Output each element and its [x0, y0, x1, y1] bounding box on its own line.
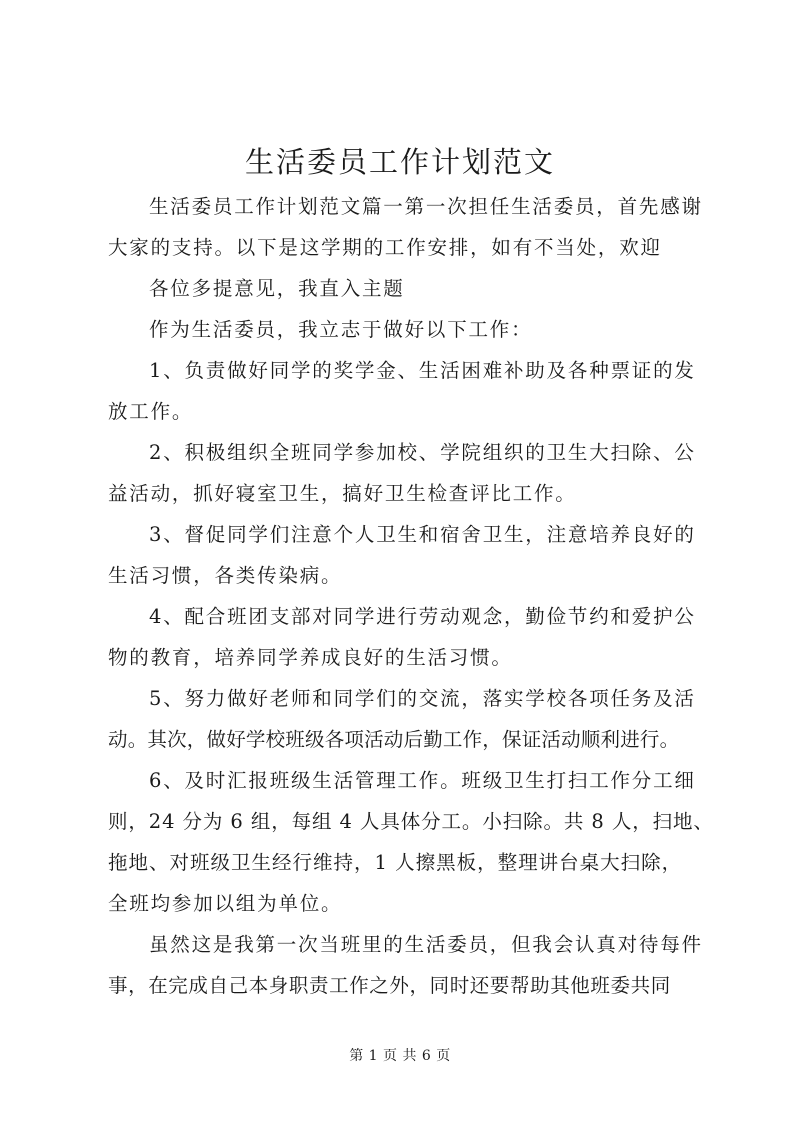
page-footer: 第 1 页 共 6 页: [349, 1048, 451, 1064]
paragraph-line: 物的教育，培养同学养成良好的生活习惯。: [108, 646, 513, 669]
paragraph-line: 2、积极组织全班同学参加校、学院组织的卫生大扫除、公: [149, 441, 696, 464]
paragraph-line: 大家的支持。以下是这学期的工作安排，如有不当处，欢迎: [108, 236, 662, 259]
paragraph-line: 1、负责做好同学的奖学金、生活困难补助及各种票证的发: [149, 359, 696, 382]
paragraph-line: 生活委员工作计划范文篇一第一次担任生活委员，首先感谢: [149, 195, 703, 218]
paragraph-line: 全班均参加以组为单位。: [108, 892, 343, 915]
document-body: [108, 186, 714, 1006]
paragraph-line: 放工作。: [108, 400, 194, 423]
paragraph-line: 3、督促同学们注意个人卫生和宿舍卫生，注意培养良好的: [149, 523, 696, 546]
paragraph-line: 作为生活委员，我立志于做好以下工作：: [149, 318, 533, 341]
paragraph-line: 事，在完成自己本身职责工作之外，同时还要帮助其他班委共同: [108, 974, 671, 997]
document-title: 生活委员工作计划范文: [244, 145, 555, 179]
paragraph-line: 4、配合班团支部对同学进行劳动观念，勤俭节约和爱护公: [149, 605, 696, 628]
paragraph-line: 益活动，抓好寝室卫生，搞好卫生检查评比工作。: [108, 482, 577, 505]
paragraph-line: 动。其次，做好学校班级各项活动后勤工作，保证活动顺利进行。: [108, 728, 680, 751]
paragraph-line: 5、努力做好老师和同学们的交流，落实学校各项任务及活: [149, 687, 696, 710]
paragraph-line: 拖地、对班级卫生经行维持，1 人擦黑板，整理讲台桌大扫除，: [108, 851, 683, 874]
paragraph-line: 生活习惯，各类传染病。: [108, 564, 343, 587]
paragraph-line: 6、及时汇报班级生活管理工作。班级卫生打扫工作分工细: [149, 769, 696, 792]
paragraph-line: 各位多提意见，我直入主题: [149, 277, 405, 300]
paragraph-line: 则，24 分为 6 组，每组 4 人具体分工。小扫除。共 8 人，扫地、: [108, 810, 714, 833]
paragraph-line: 虽然这是我第一次当班里的生活委员，但我会认真对待每件: [149, 933, 703, 956]
